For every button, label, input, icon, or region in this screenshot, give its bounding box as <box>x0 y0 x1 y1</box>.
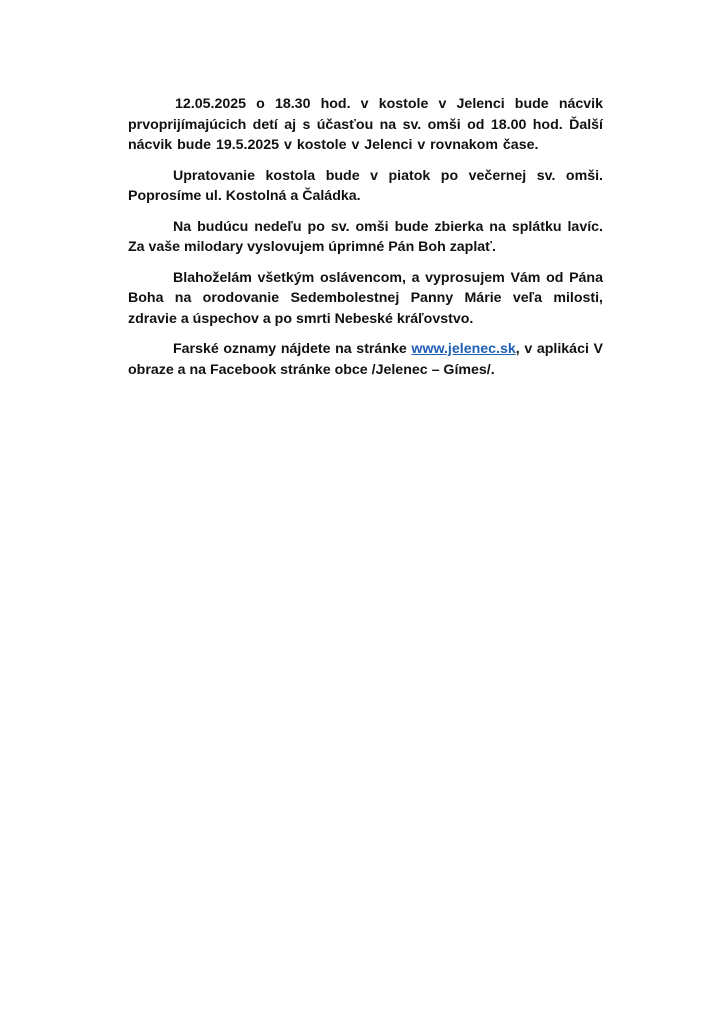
paragraph-collection: Na budúcu nedeľu po sv. omši bude zbierka na splátku lavíc. Za vaše milodary vyslovujem úprimné Pán Boh zaplať. <box>128 218 603 255</box>
parish-info-text-before: Farské oznamy nájdete na stránke <box>173 341 412 357</box>
paragraph-rehearsal: 12.05.2025 o 18.30 hod. v kostole v Jelenci bude nácvik prvoprijímajúcich detí aj s účasťou na sv. omši od 18.00 hod. Ďalší nácvik bude 19.5.2025 v kostole v Jelenci v rovnakom čase. <box>128 96 603 153</box>
announcements-body <box>128 94 603 390</box>
paragraph-parish-info <box>128 339 603 380</box>
paragraph-cleaning: Upratovanie kostola bude v piatok po večernej sv. omši. Poprosíme ul. Kostolná a Čaládka. <box>128 167 603 204</box>
website-link[interactable]: www.jelenec.sk <box>411 341 516 357</box>
paragraph-birthday-wishes: Blahoželám všetkým oslávencom, a vyprosujem Vám od Pána Boha na orodovanie Sedembolestnej Panny Márie veľa milosti, zdravie a úspechov a po smrti Nebeské kráľovstvo. <box>128 269 603 327</box>
parish-info-text-after: , v aplikáci V obraze a na Facebook stránke obce /Jelenec – Gímes/. <box>128 341 603 378</box>
